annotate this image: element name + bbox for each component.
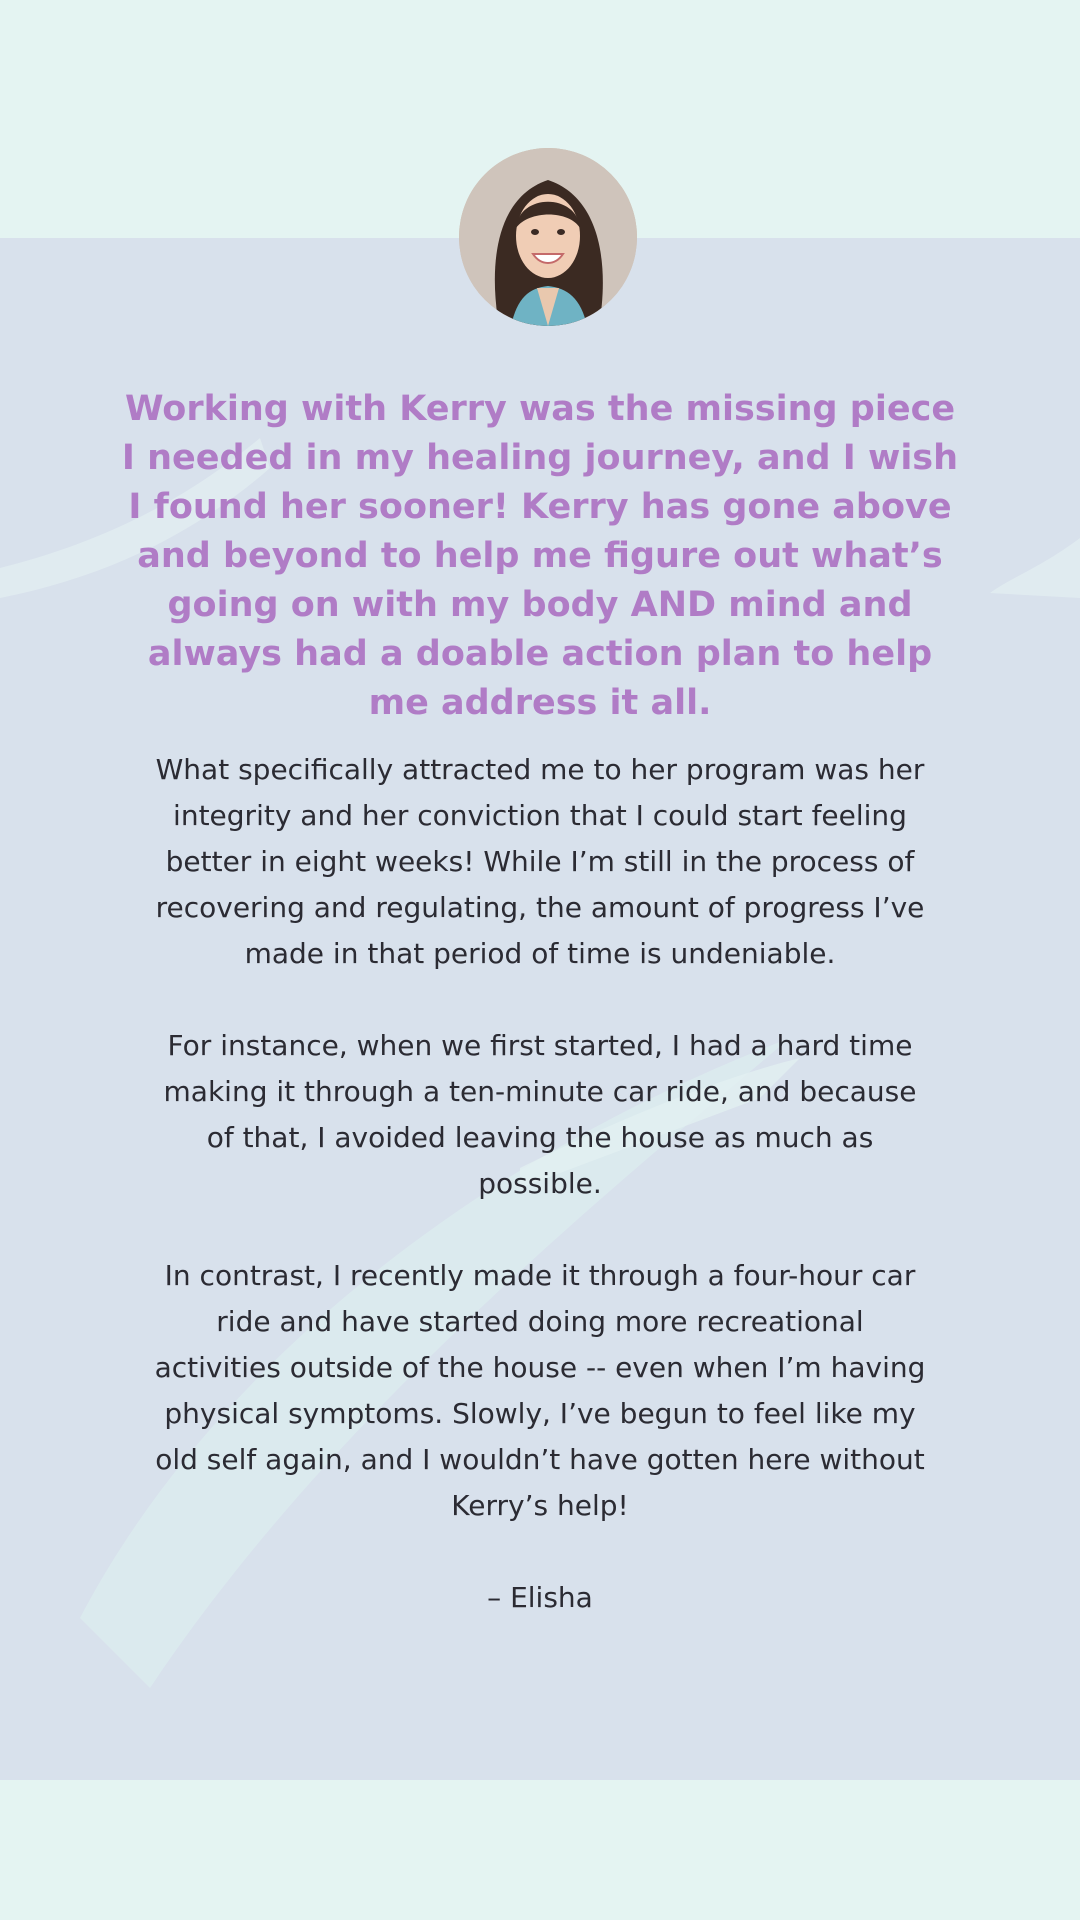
testimonial-headline: Working with Kerry was the missing piece I needed in my healing journey, and I wish I found her sooner! Kerry has gone above and beyond to help me figure out what’s going on with my body AND mind and always had a doable action plan to help me address it all. <box>121 389 959 723</box>
testimonial-signature: – Elisha <box>487 1581 593 1614</box>
bottom-band <box>0 1780 1080 1920</box>
testimonial-paragraph: For instance, when we first started, I had a hard time making it through a ten-minute car ride, and because of that, I avoided leaving the house as much as possible. <box>163 1029 917 1200</box>
testimonial-paragraph: In contrast, I recently made it through a four-hour car ride and have started doing more recreational activities outside of the house -- even when I’m having physical symptoms. Slowly, I’ve begun to feel like my old self again, and I wouldn’t have gotten here without Kerry’s help! <box>154 1259 926 1522</box>
testimonial-paragraph: What specifically attracted me to her program was her integrity and her conviction that I could start feeling better in eight weeks! While I’m still in the process of recovering and regulating, the amount of progress I’ve made in that period of time is undeniable. <box>155 753 925 970</box>
testimonial-avatar <box>459 148 637 326</box>
testimonial-body <box>150 747 930 1621</box>
